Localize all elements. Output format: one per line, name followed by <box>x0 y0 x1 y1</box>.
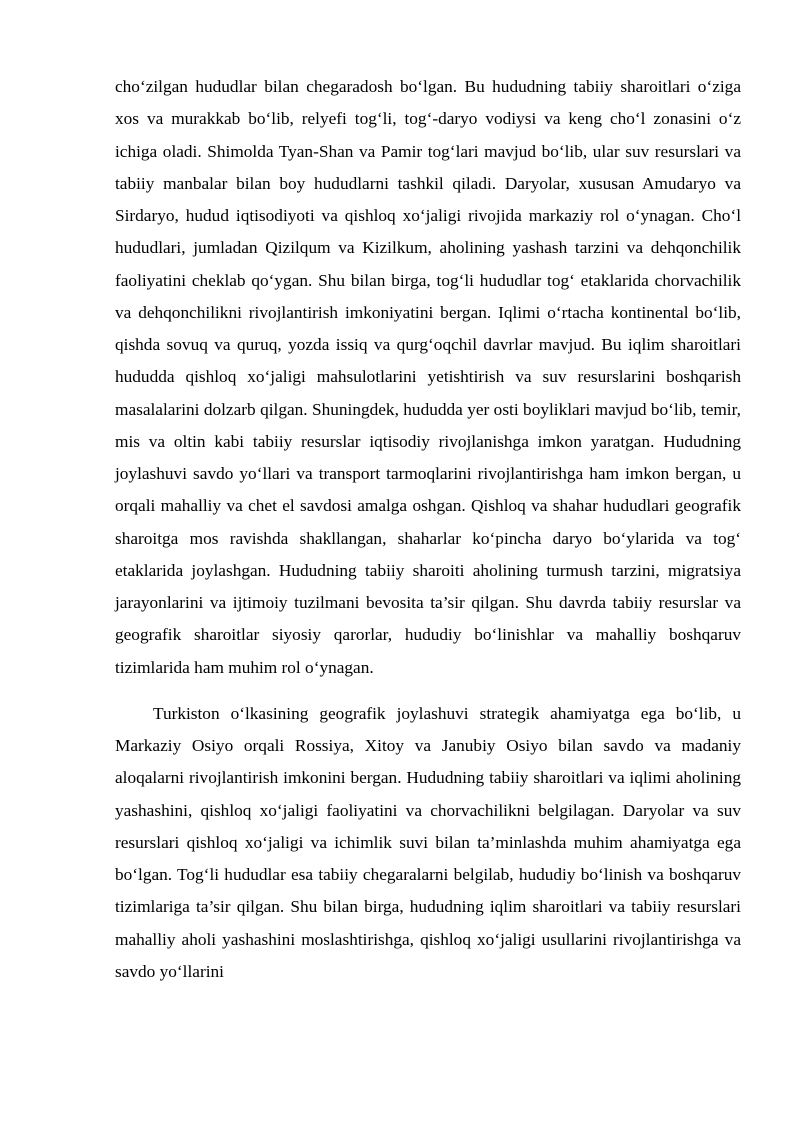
document-page <box>115 71 741 988</box>
paragraph-continuation: cho‘zilgan hududlar bilan chegaradosh bo‘lgan. Bu hududning tabiiy sharoitlari o‘ziga xos va murakkab bo‘lib, relyefi tog‘li, tog‘-daryo vodiysi va keng cho‘l zonasini o‘z ichiga oladi. Shimolda Tyan-Shan va Pamir tog‘lari mavjud bo‘lib, ular suv resurslari va tabiiy manbalar bilan boy hududlarni tashkil qiladi. Daryolar, xususan Amudaryo va Sirdaryo, hudud iqtisodiyoti va qishloq xo‘jaligi rivojida markaziy rol o‘ynagan. Cho‘l hududlari, jumladan Qizilqum va Kizilkum, aholining yashash tarzini va dehqonchilik faoliyatini cheklab qo‘ygan. Shu bilan birga, tog‘li hududlar tog‘ etaklarida chorvachilik va dehqonchilikni rivojlantirish imkoniyatini bergan. Iqlimi o‘rtacha kontinental bo‘lib, qishda sovuq va quruq, yozda issiq va qurg‘oqchil davrlar mavjud. Bu iqlim sharoitlari hududda qishloq xo‘jaligi mahsulotlarini yetishtirish va suv resurslarini boshqarish masalalarini dolzarb qilgan. Shuningdek, hududda yer osti boyliklari mavjud bo‘lib, temir, mis va oltin kabi tabiiy resurslar iqtisodiy rivojlanishga imkon yaratgan. Hududning joylashuvi savdo yo‘llari va transport tarmoqlarini rivojlantirishga ham imkon bergan, u orqali mahalliy va chet el savdosi amalga oshgan. Qishloq va shahar hududlari geografik sharoitga mos ravishda shakllangan, shaharlar ko‘pincha daryo bo‘ylarida va tog‘ etaklarida joylashgan. Hududning tabiiy sharoiti aholining turmush tarzini, migratsiya jarayonlarini va ijtimoiy tuzilmani bevosita ta’sir qilgan. Shu davrda tabiiy resurslar va geografik sharoitlar siyosiy qarorlar, hududiy bo‘linishlar va mahalliy boshqaruv tizimlarida ham muhim rol o‘ynagan. <box>115 77 741 677</box>
paragraph-turkiston-geography: Turkiston o‘lkasining geografik joylashuvi strategik ahamiyatga ega bo‘lib, u Markaziy Osiyo orqali Rossiya, Xitoy va Janubiy Osiyo bilan savdo va madaniy aloqalarni rivojlantirish imkonini bergan. Hududning tabiiy sharoitlari va iqlimi aholining yashashini, qishloq xo‘jaligi faoliyatini va chorvachilikni belgilagan. Daryolar va suv resurslari qishloq xo‘jaligi va ichimlik suvi bilan ta’minlashda muhim ahamiyatga ega bo‘lgan. Tog‘li hududlar esa tabiiy chegaralarni belgilab, hududiy bo‘linish va boshqaruv tizimlariga ta’sir qilgan. Shu bilan birga, hududning iqlim sharoitlari va tabiiy resurslari mahalliy aholi yashashini moslashtirishga, qishloq xo‘jaligi usullarini rivojlantirishga va savdo yo‘llarini <box>115 703 741 981</box>
